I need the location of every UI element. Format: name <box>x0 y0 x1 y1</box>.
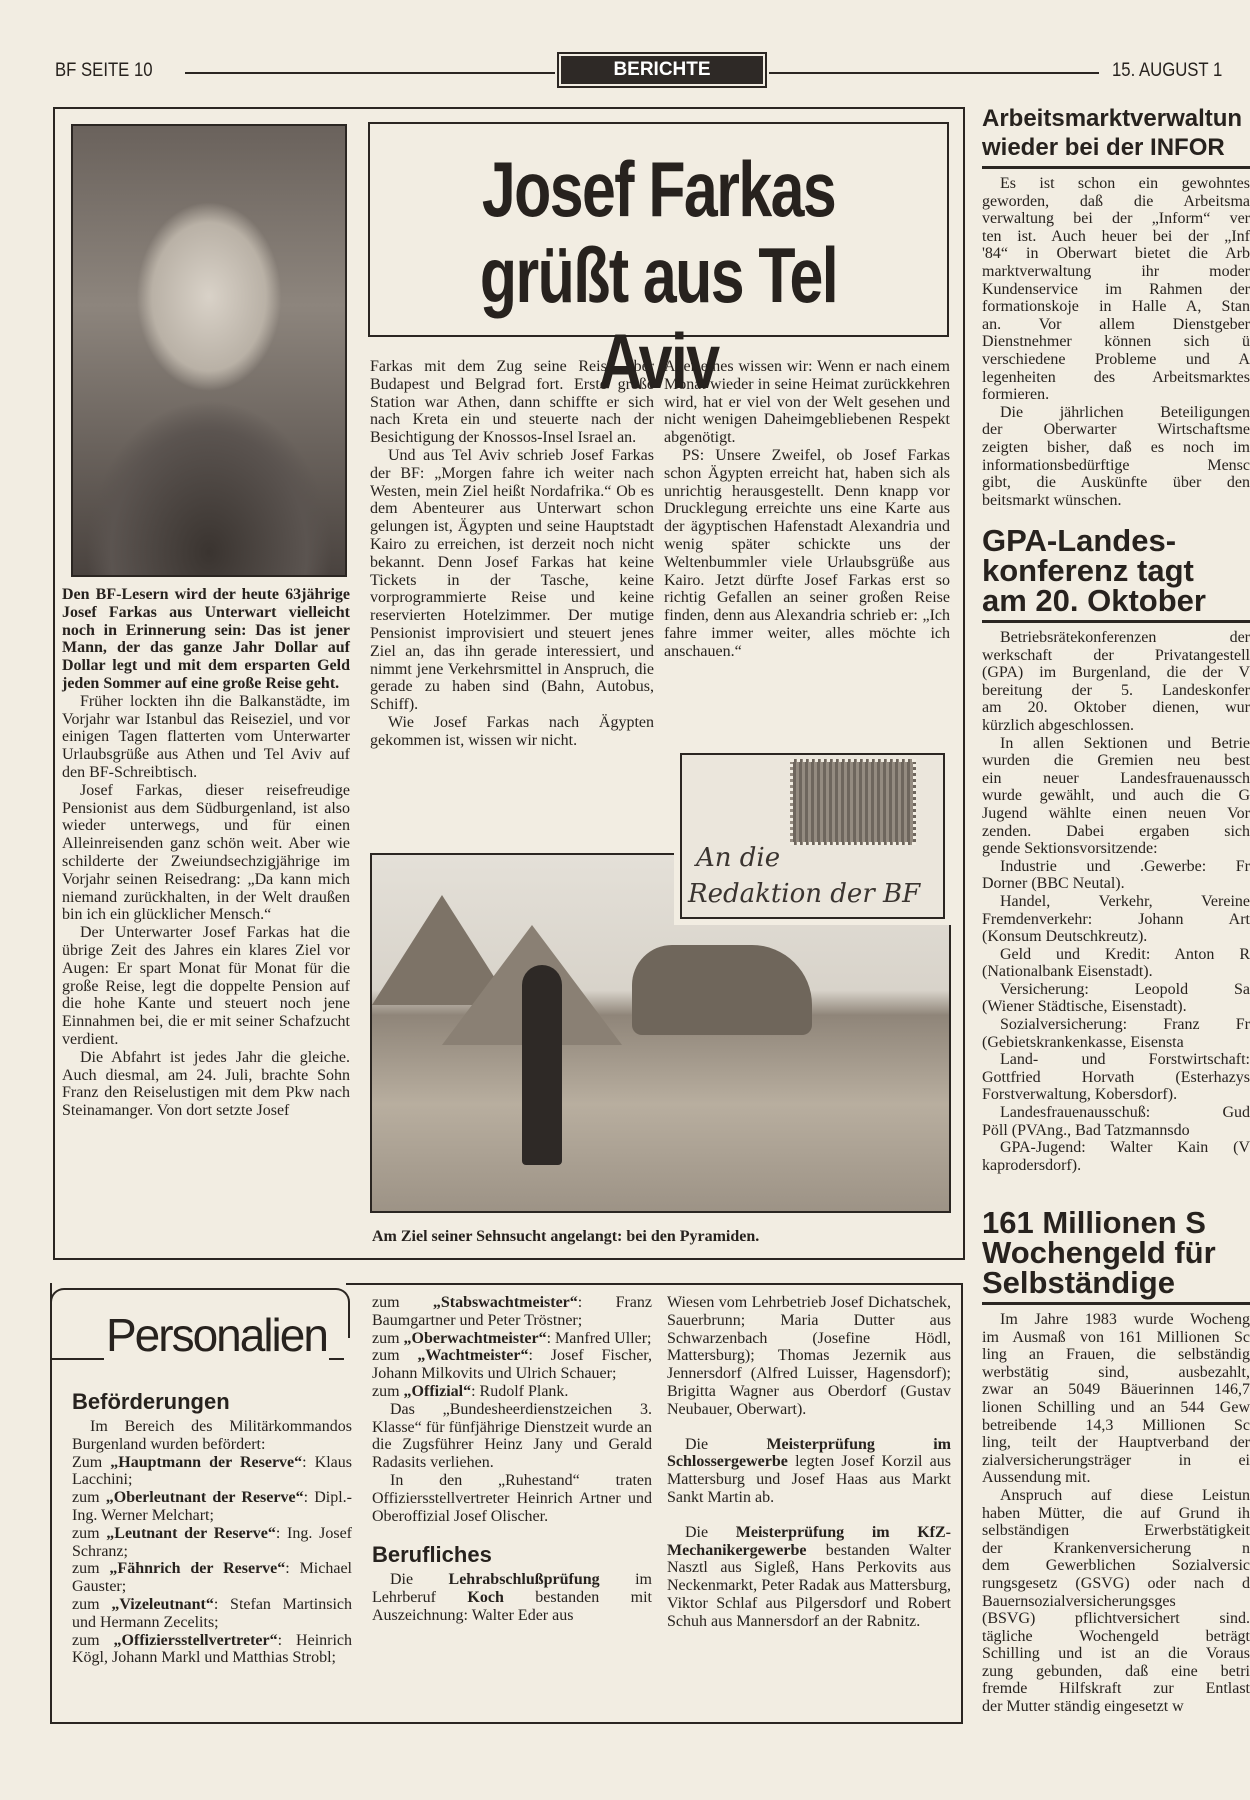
article-text-line: Dienstnehmer können sich ü <box>982 333 1250 351</box>
title-rule <box>50 1358 110 1360</box>
article-arbeitsmarkt <box>982 104 1250 509</box>
personalien-column-2 <box>372 1294 652 1625</box>
article-text-line: Bauernsozialversicherungsges <box>982 1592 1176 1610</box>
article-headline-line: am 20. Oktober <box>982 583 1206 618</box>
article-text-line: werbstätig sind, ausbezahlt, <box>982 1363 1250 1381</box>
article-text-line: verschiedene Probleme und A <box>982 350 1250 368</box>
article-headline-line: Selbständige <box>982 1265 1175 1300</box>
article-text-line: gibt, die Auskünfte über den <box>982 474 1250 492</box>
article-text-line: Industrie und .Gewerbe: Fr <box>1000 857 1250 875</box>
article-text-line: zwar an 5049 Bäuerinnen 146,7 <box>982 1381 1250 1399</box>
article-text-line: werkschaft der Privatangestell <box>982 646 1250 664</box>
article-text-line: Dorner (BBC Neutal). <box>982 875 1125 893</box>
article-text-line: Jugend wählte einen neuen Vor <box>982 804 1250 822</box>
stamp-icon <box>790 759 916 845</box>
frame-top-rule <box>346 1283 963 1285</box>
article-text-line: im Ausmaß von 161 Millionen Sc <box>982 1328 1250 1346</box>
article-paragraph: Farkas mit dem Zug seine Reise über Budapest und Belgrad fort. Erste große Station war Athen, dann schiffte er sich nach Kreta ein und steuerte nach der Besichtigung der Knossos-Insel Israel an. <box>370 358 654 447</box>
section-label <box>557 52 767 88</box>
article-text-line: zenden. Dabei ergaben sich <box>982 822 1250 840</box>
article-text-line: In allen Sektionen und Betrie <box>1000 734 1250 752</box>
article-text-line: Sozialversicherung: Franz Fr <box>1000 1016 1250 1034</box>
article-text-line: informationsbedürftige Mensc <box>982 456 1250 474</box>
article-text-line: Aussendung mit. <box>982 1469 1091 1487</box>
article-text-line: rungsgesetz (GSVG) oder nach d <box>982 1574 1250 1592</box>
headline-line-2: grüßt aus Tel Aviv <box>479 231 838 405</box>
befoerderungen-heading: Beförderungen <box>72 1389 230 1414</box>
section-label-text: BERICHTE <box>561 56 763 84</box>
article-text-line: (BSVG) pflichtversichert sind. <box>982 1610 1250 1628</box>
article-headline-line: Wochengeld für <box>982 1235 1216 1270</box>
article-text-line: zeigten bisher, daß es noch im <box>982 438 1250 456</box>
article-text-line: Land- und Forstwirtschaft: <box>1000 1051 1250 1069</box>
article-text-line: kürzlich abgeschlossen. <box>982 716 1134 734</box>
article-text-line: bereitung der 5. Landeskonfer <box>982 681 1250 699</box>
article-text-line: Im Jahre 1983 wurde Wocheng <box>1000 1311 1250 1328</box>
article-text-line: haben Mütter, die auf Grund ih <box>982 1504 1250 1522</box>
article-text-line: Fremdenverkehr: Johann Art <box>982 910 1250 928</box>
article-text-line: Betriebsrätekonferenzen der <box>1000 629 1250 646</box>
article-text-line: marktverwaltung ihr moder <box>982 262 1250 280</box>
article-text-line: ling an Frauen, die selbständig <box>982 1346 1250 1364</box>
berufliches-text: Die Lehrabschlußprüfung im Lehrberuf Koch bestanden mit Auszeichnung: Walter Eder aus <box>372 1571 652 1624</box>
article-text-line: Die jährlichen Beteiligungen <box>1000 403 1250 421</box>
article-text-line: Pöll (PVAng., Bad Tatzmannsdo <box>982 1121 1190 1139</box>
article-text-line: wurde gewählt, und auch die G <box>982 787 1250 805</box>
article-text-line: beitsmarkt wünschen. <box>982 491 1122 509</box>
article-text-line: der Krankenversicherung n <box>982 1539 1250 1557</box>
article-text-line: am 20. Oktober dienen, wur <box>982 699 1250 717</box>
article-column-2 <box>370 358 654 750</box>
issue-date: 15. AUGUST 1 <box>1112 60 1223 81</box>
article-text-line: betreibende 14,3 Millionen Sc <box>982 1416 1250 1434</box>
article-text-line: GPA-Jugend: Walter Kain (V <box>1000 1139 1250 1157</box>
article-headline-line: konferenz tagt <box>982 553 1194 588</box>
person-figure <box>522 965 562 1165</box>
article-text-line: Anspruch auf diese Leistun <box>1000 1486 1250 1504</box>
article-text-line: tägliche Wochengeld beträgt <box>982 1627 1250 1645</box>
personalien-text: zum „Stabswachtmeister“: Franz Baumgartner und Peter Tröstner; zum „Oberwachtmeister“: Manfred Uller; zum „Wachtmeister“: Josef Fischer, Johann Milkovits und Ulrich Schauer; zum „Offizial“: Rudolf Plank. Das „Bundesheerdienstzeichen 3. Klasse“ für fünfjährige Dienstzeit wurde an die Zugsführer Heinz Jany und Gerald Radasits verliehen. In den „Ruhestand“ traten Offiziersstellvertreter Heinrich Artner und Oberoffizial Josef Olischer. <box>372 1294 653 1525</box>
article-column-3 <box>664 358 950 661</box>
article-text-line: (GPA) im Burgenland, die der V <box>982 664 1250 682</box>
header-rule <box>769 72 1099 74</box>
article-text-line: zialversicherungsträger in ei <box>982 1451 1250 1469</box>
article-text-line: formationskoje in Halle A, Stan <box>982 298 1250 316</box>
postcard-image <box>674 747 951 925</box>
article-text-line: verwaltung bei der „Inform“ ver <box>982 210 1250 228</box>
article-text-line: Kundenservice im Rahmen der <box>982 280 1250 298</box>
article-paragraph: Und aus Tel Aviv schrieb Josef Farkas der BF: „Morgen fahre ich weiter nach Westen, mein Ziel heißt Nordafrika.“ Ob es dem Abenteurer aus Unterwart schon gelungen ist, Ägypten und seine Hauptstadt Kairo zu erreichen, ist derzeit noch nicht bekannt. Denn Josef Farkas hat keine Tickets in der Tasche, keine vorprogrammierte Reise und keine reservierten Hotelzimmer. Der mutige Pensionist improvisiert und steuert jenes Ziel an, das ihn gerade interessiert, und nimmt jene Verkehrsmittel in Anspruch, die gerade zu haben sind (Bahn, Autobus, Schiff). <box>370 446 654 714</box>
headline-line-1: Josef Farkas <box>481 145 836 233</box>
article-column-1 <box>62 586 350 1120</box>
article-headline-line: GPA-Landes- <box>982 526 1177 558</box>
article-paragraph: Der Unterwarter Josef Farkas hat die übrige Zeit des Jahres ein klares Ziel vor Augen: Er spart Monat für Monat für die große Reise, legt die doppelte Pension auf die hohe Kante und steuert noch jene Einnahmen bei, die er mit seiner Schafzucht verdient. <box>62 924 350 1048</box>
article-text-line: zung gebunden, daß eine betri <box>982 1662 1250 1680</box>
article-text-line: ten ist. Auch heuer bei der „Inf <box>982 227 1250 245</box>
personalien-column-3 <box>667 1294 951 1631</box>
article-text-line: dem Gewerblichen Sozialversic <box>982 1557 1250 1575</box>
headline-rule <box>982 620 1250 623</box>
camel-figure <box>632 945 812 1035</box>
article-text-line: gende Sektionsvorsitzende: <box>982 840 1158 858</box>
handwriting-line: An die <box>696 843 781 873</box>
article-paragraph: Früher lockten ihn die Balkanstädte, im Vorjahr war Istanbul das Reiseziel, und vor einigen Tagen flatterten vom Unterwarter Urlaubsgrüße aus Athen und Tel Aviv auf den BF-Schreibtisch. <box>62 692 350 781</box>
article-text-line: Forstverwaltung, Kobersdorf). <box>982 1086 1178 1104</box>
article-text-line: Gottfried Horvath (Esterhazys <box>982 1068 1250 1086</box>
article-text-line: selbständigen Erwerbstätigkeit <box>982 1522 1250 1540</box>
article-text-line: fremde Hilfskraft zur Entlast <box>982 1680 1250 1698</box>
article-text-line: geworden, daß die Arbeitsma <box>982 192 1250 210</box>
personalien-column-1 <box>72 1388 352 1667</box>
article-text-line: formieren. <box>982 386 1050 404</box>
photo-caption: Am Ziel seiner Sehnsucht angelangt: bei den Pyramiden. <box>372 1228 760 1245</box>
article-text-line: (Gebietskrankenkasse, Eisensta <box>982 1033 1184 1051</box>
article-paragraph: PS: Unsere Zweifel, ob Josef Farkas schon Ägypten erreicht hat, haben sich als unrichtig herausgestellt. Denn knapp vor Drucklegung erreichte uns eine Karte aus der ägyptischen Hafenstadt Alexandria und wenig später schickte uns der Weltenbummler viele Urlaubsgrüße aus Kairo. Jetzt dürfte Josef Farkas erst so richtig Gefallen an seiner großen Reise finden, denn aus Alexandria schrieb er: „Ich fahre immer weiter, alles möchte ich anschauen.“ <box>664 446 950 660</box>
befoerderungen-text: Im Bereich des Militärkommandos Burgenland wurden befördert: Zum „Hauptmann der Reserve“: Klaus Lacchini; zum „Oberleutnant der Reserve“: Dipl.-Ing. Werner Melchart; zum „Leutnant der Reserve“: Ing. Josef Schranz; zum „Fähnrich der Reserve“: Michael Gauster; zum „Vizeleutnant“: Stefan Martinsich und Hermann Zecelits; zum „Offiziersstellvertreter“: Heinrich Kögl, Johann Markl und Matthias Strobl; <box>72 1418 353 1667</box>
article-paragraph: Josef Farkas, dieser reisefreudige Pensionist aus dem Südburgenland, ist also wieder unterwegs, und für einen Alleinreisenden ganz schön weit. Aber wie schilderte der Zweiundsechzigjährige im Vorjahr seinen Reisedrang: „Da kann mich niemand zurückhalten, in der Welt draußen bin ich ein glücklicher Mensch.“ <box>62 781 350 924</box>
article-text-line: ein neuer Landesfrauenaussch <box>982 769 1250 787</box>
article-lead: Den BF-Lesern wird der heute 63jährige Josef Farkas aus Unterwart vielleicht noch in Erinnerung sein: Das ist jener Mann, der das ganze Jahr Dollar auf Dollar legt und mit dem ersparten Geld jeden Sommer auf eine große Reise geht. <box>62 586 350 692</box>
article-text-line: Handel, Verkehr, Vereine <box>1000 892 1250 910</box>
page-number: BF SEITE 10 <box>55 60 153 81</box>
article-headline-line: wieder bei der INFOR <box>982 134 1225 161</box>
handwriting-line: Redaktion der BF <box>688 879 921 909</box>
article-text-line: Schilling und ist an die Voraus <box>982 1645 1250 1663</box>
article-paragraph: Wie Josef Farkas nach Ägypten gekommen ist, wissen wir nicht. <box>370 713 654 749</box>
article-gpa-konferenz <box>982 526 1250 1174</box>
berufliches-heading: Berufliches <box>372 1542 492 1568</box>
article-text-line: an. Vor allem Dienstgeber <box>982 315 1250 333</box>
article-text-line: der Mutter ständig eingesetzt w <box>982 1698 1184 1716</box>
article-text-line: ling, teilt der Hauptverband der <box>982 1434 1250 1452</box>
article-text-line: Es ist schon ein gewohntes <box>1000 175 1250 192</box>
article-paragraph: Die Abfahrt ist jedes Jahr die gleiche. Auch diesmal, am 24. Juli, brachte Sohn Franz den Reiselustigen mit dem Pkw nach Steinamanger. Von dort setzte Josef <box>62 1048 350 1120</box>
article-paragraph: Aber eines wissen wir: Wenn er nach einem Monat wieder in seine Heimat zurückkehren wird, hat er viel von der Welt gesehen und nicht wenigen Daheimgebliebenen Respekt abgenötigt. <box>664 358 950 447</box>
article-wochengeld <box>982 1208 1250 1716</box>
article-text-line: '84“ in Oberwart bietet die Arb <box>982 245 1250 263</box>
article-text-line: Versicherung: Leopold Sa <box>1000 980 1250 998</box>
article-text-line: Landesfrauenausschuß: Gud <box>1000 1104 1250 1122</box>
article-text-line: kaprodersdorf). <box>982 1156 1082 1174</box>
article-headline-line: 161 Millionen S <box>982 1208 1206 1240</box>
article-text-line: lionen Schilling und an 544 Gew <box>982 1398 1250 1416</box>
article-text-line: (Nationalbank Eisenstadt). <box>982 963 1153 981</box>
article-text-line: Geld und Kredit: Anton R <box>1000 945 1250 963</box>
article-text-line: (Konsum Deutschkreutz). <box>982 928 1148 946</box>
article-text-line: wurden die Gremien neu best <box>982 752 1250 770</box>
article-text-line: der Oberwarter Wirtschaftsme <box>982 421 1250 439</box>
headline-rule <box>982 1302 1250 1305</box>
berufliches-text-continued: Wiesen vom Lehrbetrieb Josef Dichatschek, Sauerbrunn; Maria Dutter aus Schwarzenbach (Josefine Hödl, Mattersburg); Thomas Jezernik aus Jennersdorf (Alfred Luisser, Hagensdorf); Brigitta Wagner aus Oberdorf (Gustav Neubauer, Oberwart). Die Meisterprüfung im Schlossergewerbe legten Josef Korzil aus Mattersburg und Josef Haas aus Markt Sankt Martin ab. Die Meisterprüfung im KfZ-Mechanikergewerbe bestanden Walter Nasztl aus Sigleß, Hans Perkovits aus Neckenmarkt, Peter Radak aus Mattersburg, Viktor Schlaf aus Pilgersdorf und Robert Schuh aus Mannersdorf an der Rabnitz. <box>667 1294 951 1630</box>
personalien-title: Personalien <box>106 1309 327 1361</box>
header-rule <box>185 72 555 74</box>
article-text-line: (Wiener Städtische, Eisenstadt). <box>982 998 1187 1016</box>
portrait-photo <box>71 124 347 577</box>
article-text-line: legenheiten des Arbeitsmarktes <box>982 368 1250 386</box>
article-headline-line: Arbeitsmarktverwaltun <box>982 105 1243 132</box>
headline-rule <box>982 166 1250 169</box>
